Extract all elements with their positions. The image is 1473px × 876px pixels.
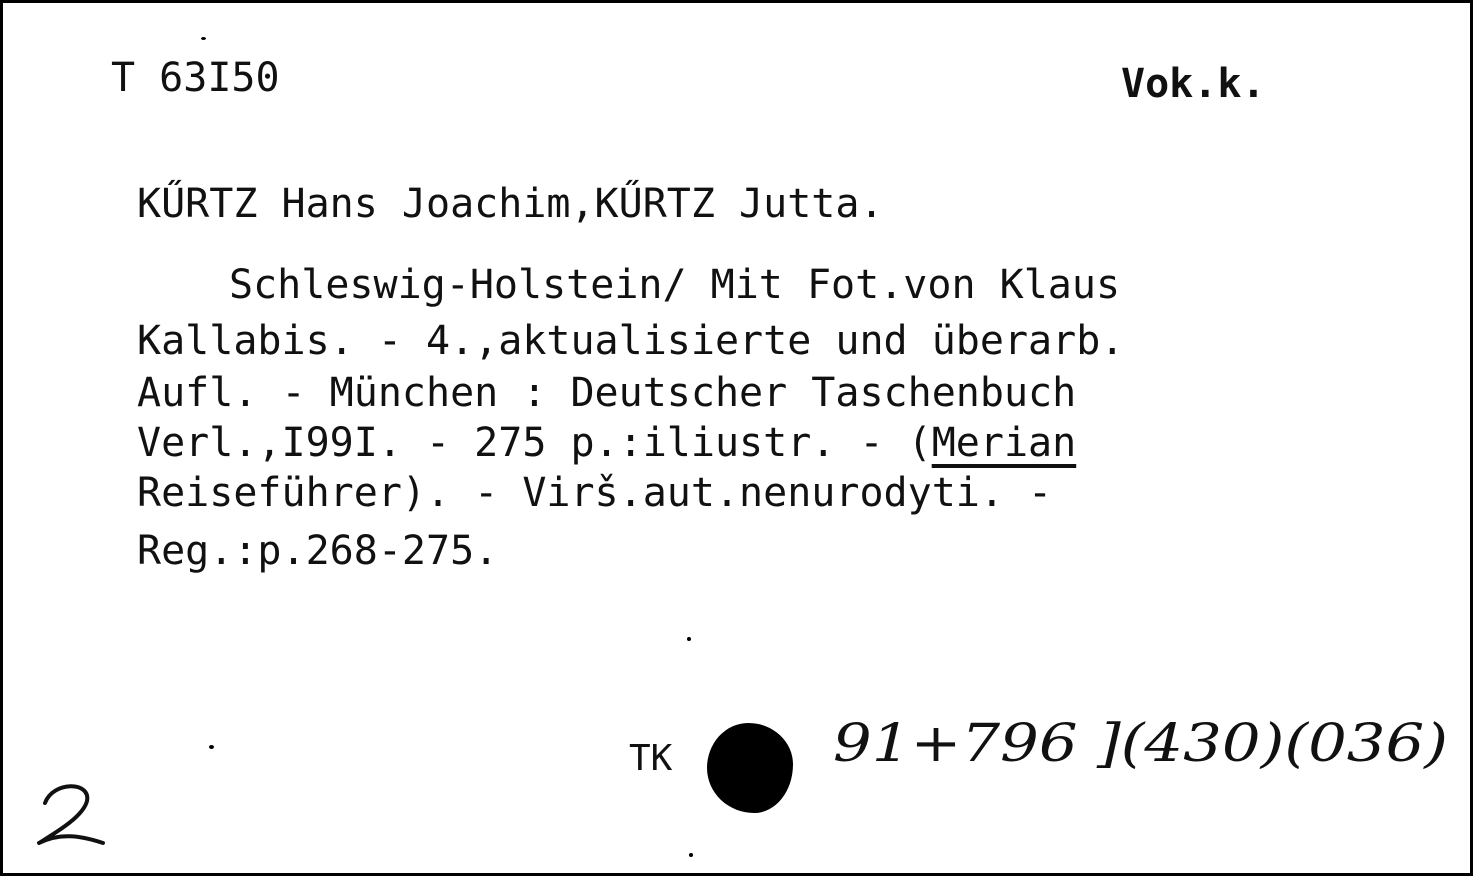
handwritten-classification: [823, 683, 1463, 823]
description-line: Reiseführer). - Virš.aut.nenurodyti. -: [137, 470, 1053, 516]
description-line: Reg.:p.268-275.: [137, 528, 499, 574]
stamp-label: TK: [629, 738, 673, 779]
description-text: Verl.,I99I. - 275 p.:iliustr. - (: [137, 420, 932, 466]
paper-speck: [687, 637, 691, 641]
title-line: Schleswig-Holstein/ Mit Fot.von Klaus: [229, 262, 1121, 308]
description-line: Aufl. - München : Deutscher Taschenbuch: [137, 370, 1077, 416]
authors-heading: KŰRTZ Hans Joachim,KŰRTZ Jutta.: [137, 181, 884, 227]
collection-label: Vok.k.: [1121, 61, 1266, 107]
paper-speck: [689, 853, 693, 857]
paper-speck: [201, 37, 206, 40]
handwritten-code: 91+796 ](430)(036): [833, 714, 1448, 774]
description-line: Kallabis. - 4.,aktualisierte und überarb.: [137, 318, 1125, 364]
handwritten-mark: [31, 773, 121, 853]
call-number: T 63I50: [111, 55, 280, 101]
paper-speck: [209, 745, 214, 749]
series-title: Merian: [931, 420, 1077, 466]
ink-stamp-dot: [707, 723, 793, 813]
